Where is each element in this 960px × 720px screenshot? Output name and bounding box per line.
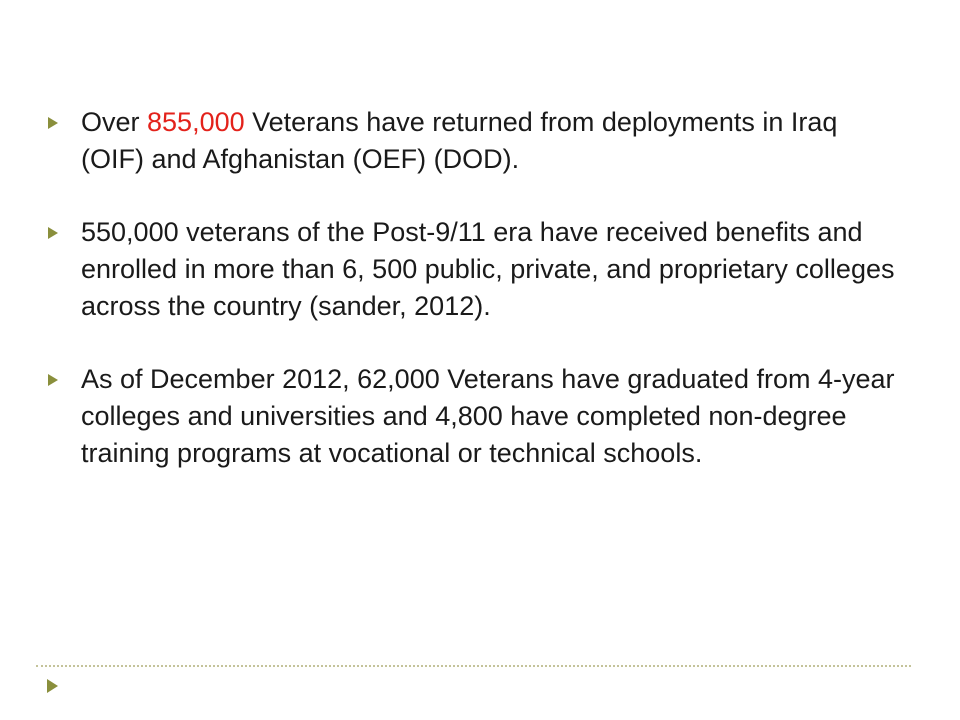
- triangle-bullet-icon: [48, 374, 58, 386]
- triangle-bullet-icon: [48, 227, 58, 239]
- bullet-item: [48, 214, 898, 325]
- bullet-item: [48, 104, 898, 178]
- bullet-item: [48, 361, 898, 472]
- highlighted-number: 855,000: [147, 107, 245, 137]
- bullet-text-before: Over: [81, 107, 148, 137]
- footer-divider: [36, 665, 911, 667]
- bullet-text: [81, 107, 837, 174]
- bullet-text: As of December 2012, 62,000 Veterans have graduated from 4-year colleges and universities and 4,800 have completed non-degree training programs at vocational or technical schools.: [81, 364, 895, 468]
- bullet-list: [48, 104, 898, 472]
- bullet-text-after: Veterans have returned from deployments in Iraq (OIF) and Afghanistan (OEF) (DOD).: [81, 107, 838, 174]
- triangle-footer-icon: [47, 679, 58, 693]
- bullet-text: 550,000 veterans of the Post-9/11 era have received benefits and enrolled in more than 6, 500 public, private, and proprietary colleges across the country (sander, 2012).: [81, 217, 895, 321]
- triangle-bullet-icon: [48, 117, 58, 129]
